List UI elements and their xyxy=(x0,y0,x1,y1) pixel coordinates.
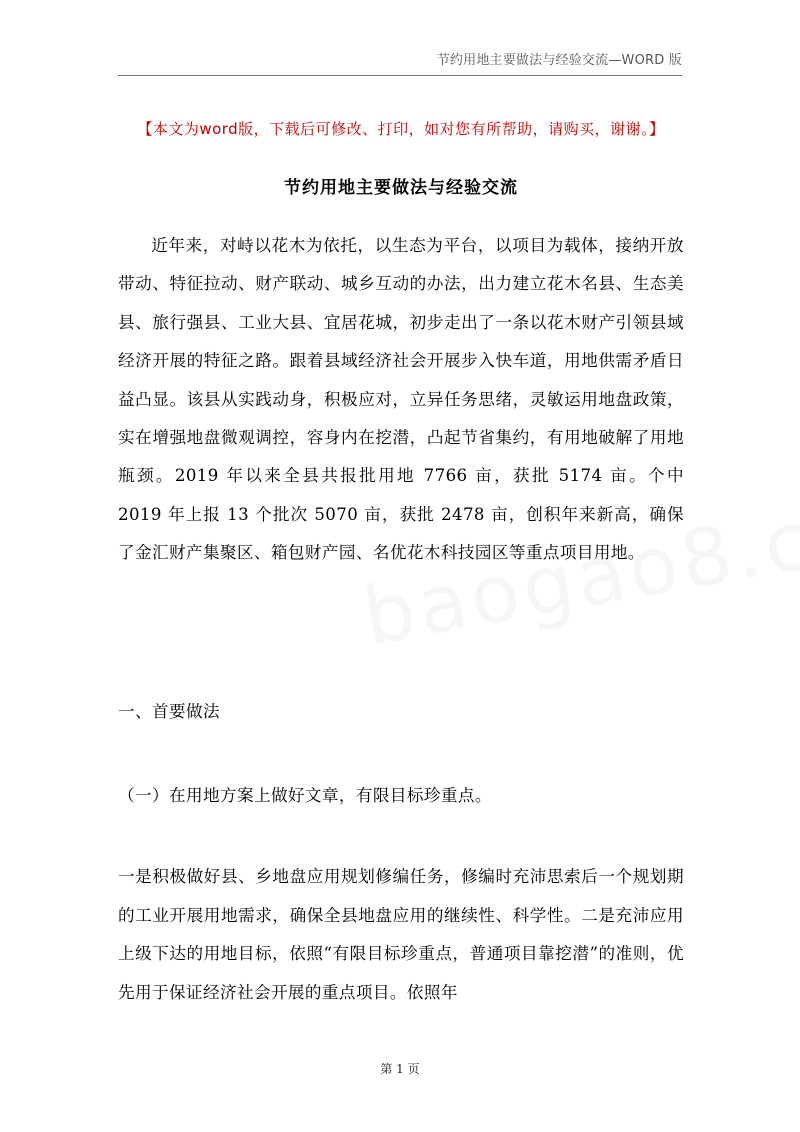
running-header: 节约用地主要做法与经验交流—WORD 版 xyxy=(436,53,682,68)
body-paragraph: 一是积极做好县、乡地盘应用规划修编任务，修编时充沛思索后一个规划期的工业开展用地需求，确保全县地盘应用的继续性、科学性。二是充沛应用上级下达的用地目标，依照“有限目标珍重点，普通项目靠挖潜”的准则，优先用于保证经济社会开展的重点项目。依照年 xyxy=(118,867,684,1002)
section-heading: 一、首要做法 xyxy=(118,702,220,721)
header-divider xyxy=(118,75,682,76)
intro-paragraph: 近年来，对峙以花木为依托，以生态为平台，以项目为载体，接纳开放带动、特征拉动、财产联动、城乡互动的办法，出力建立花木名县、生态美县、旅行强县、工业大县、宜居花城，初步走出了一条以花木财产引领县域经济开展的特征之路。跟着县域经济社会开展步入快车道，用地供需矛盾日益凸显。该县从实践动身，积极应对，立异任务思绪，灵敏运用地盘政策，实在增强地盘微观调控，容身内在挖潜，凸起节省集约，有用地破解了用地瓶颈。2019 年以来全县共报批用地 7766 亩，获批 5174 亩。个中 2019 年上报 13 个批次 5070 亩，获批 2478 亩，创积年来新高，确保了金汇财产集聚区、箱包财产园、名优花木科技园区等重点项目用地。 xyxy=(118,236,684,563)
document-title: 节约用地主要做法与经验交流 xyxy=(284,178,518,198)
page-number: 第 1 页 xyxy=(380,1062,420,1076)
download-notice: 【本文为word版，下载后可修改、打印，如对您有所帮助，请购买，谢谢。】 xyxy=(137,120,665,138)
subsection-heading: （一）在用地方案上做好文章，有限目标珍重点。 xyxy=(118,786,492,805)
